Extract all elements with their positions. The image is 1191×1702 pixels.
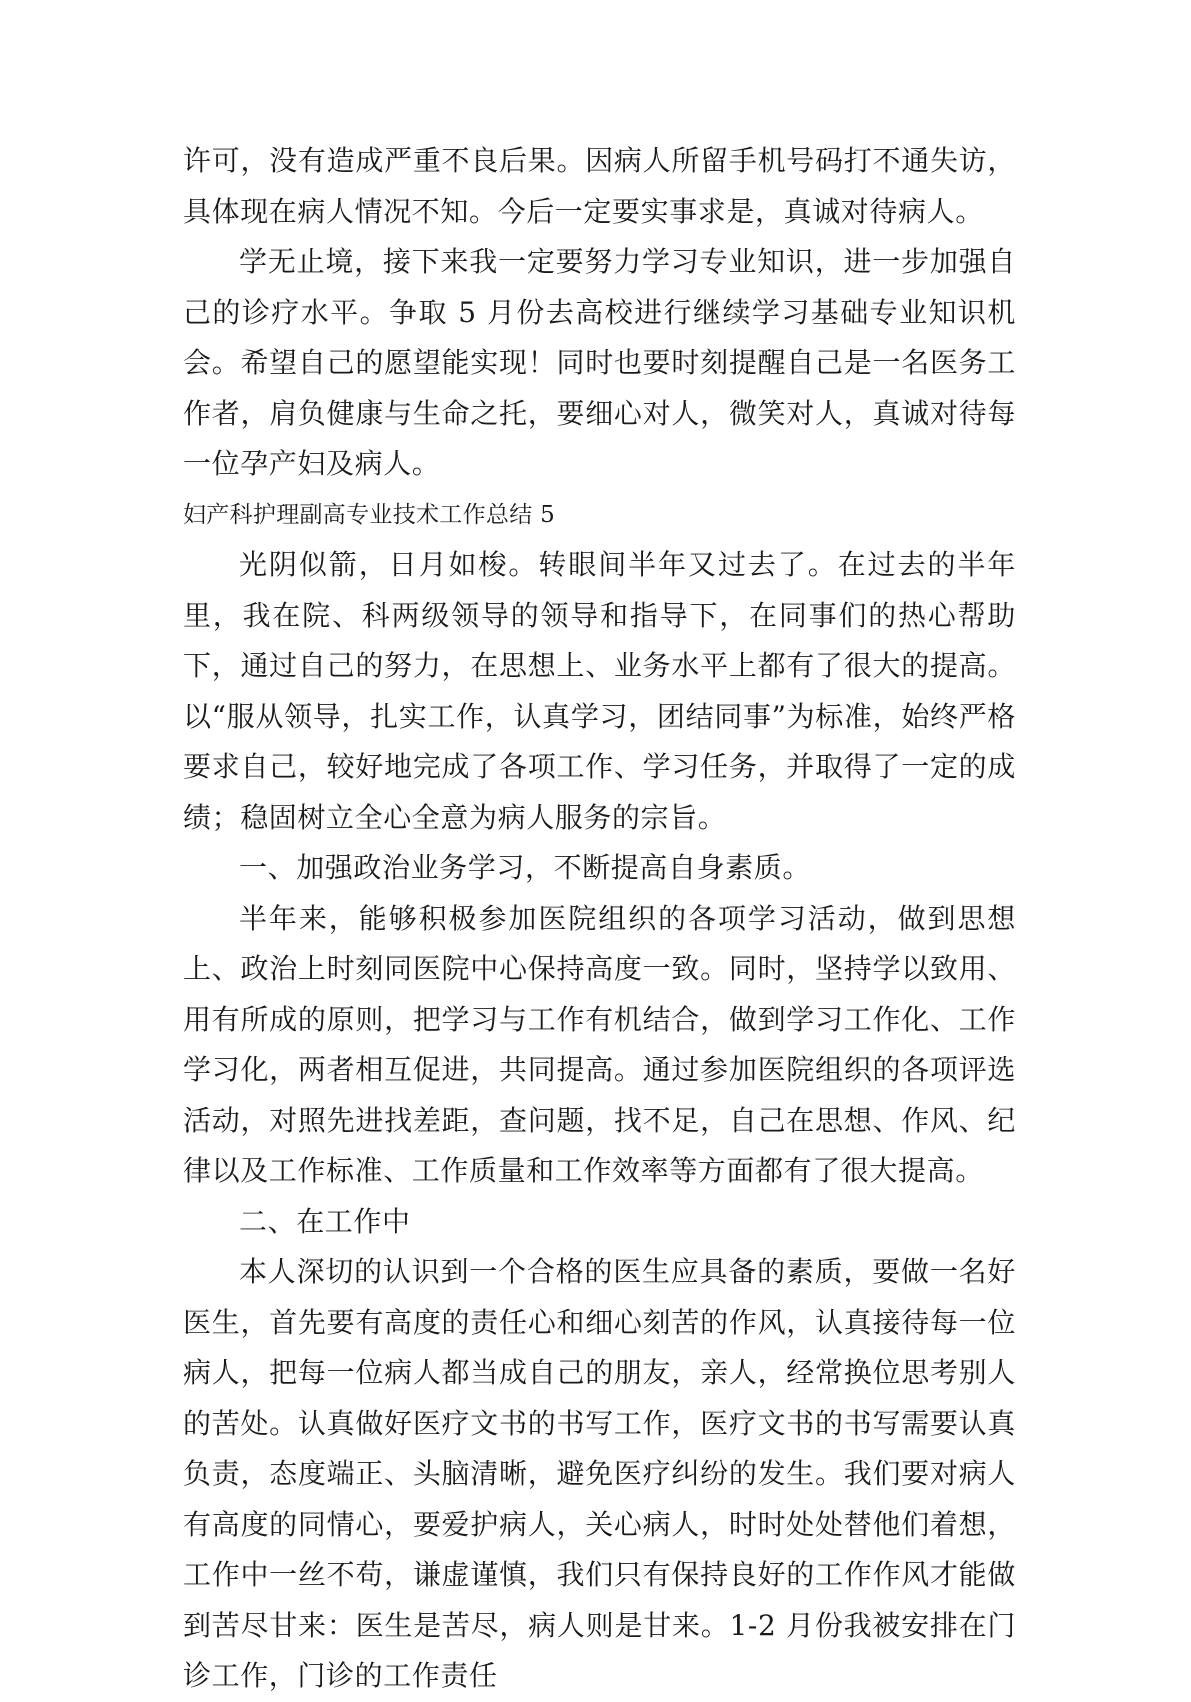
paragraph-at-work: 本人深切的认识到一个合格的医生应具备的素质，要做一名好医生，首先要有高度的责任心和细心刻苦的作风，认真接待每一位病人，把每一位病人都当成自己的朋友，亲人，经常换位思考别人的苦处。认真做好医疗文书的书写工作，医疗文书的书写需要认真负责，态度端正、头脑清晰，避免医疗纠纷的发生。我们要对病人有高度的同情心，要爱护病人，关心病人，时时处处替他们着想，工作中一丝不苟，谦虚谨慎，我们只有保持良好的工作作风才能做到苦尽甘来：医生是苦尽，病人则是甘来。1-2 月份我被安排在门诊工作，门诊的工作责任	[183, 1255, 1016, 1692]
paragraph-continuation: 许可，没有造成严重不良后果。因病人所留手机号码打不通失访，具体现在病人情况不知。今后一定要实事求是，真诚对待病人。	[183, 144, 1016, 228]
section-title: 妇产科护理副高专业技术工作总结 5	[183, 501, 556, 528]
paragraph-political-study: 半年来，能够积极参加医院组织的各项学习活动，做到思想上、政治上时刻同医院中心保持高度一致。同时，坚持学以致用、用有所成的原则，把学习与工作有机结合，做到学习工作化、工作学习化，两者相互促进，共同提高。通过参加医院组织的各项评选活动，对照先进找差距，查问题，找不足，自己在思想、作风、纪律以及工作标准、工作质量和工作效率等方面都有了很大提高。	[183, 901, 1016, 1187]
subheading-political-study: 一、加强政治业务学习，不断提高自身素质。	[239, 851, 812, 884]
subheading-at-work: 二、在工作中	[239, 1204, 411, 1238]
document-body	[183, 136, 1016, 1702]
paragraph-study-plan: 学无止境，接下来我一定要努力学习专业知识，进一步加强自己的诊疗水平。争取 5 月份去高校进行继续学习基础专业知识机会。希望自己的愿望能实现！同时也要时刻提醒自己是一名医务工作者，肩负健康与生命之托，要细心对人，微笑对人，真诚对待每一位孕产妇及病人。	[183, 245, 1016, 480]
paragraph-intro: 光阴似箭，日月如梭。转眼间半年又过去了。在过去的半年里，我在院、科两级领导的领导和指导下，在同事们的热心帮助下，通过自己的努力，在思想上、业务水平上都有了很大的提高。以“服从领导，扎实工作，认真学习，团结同事”为标准，始终严格要求自己，较好地完成了各项工作、学习任务，并取得了一定的成绩；稳固树立全心全意为病人服务的宗旨。	[183, 548, 1016, 834]
